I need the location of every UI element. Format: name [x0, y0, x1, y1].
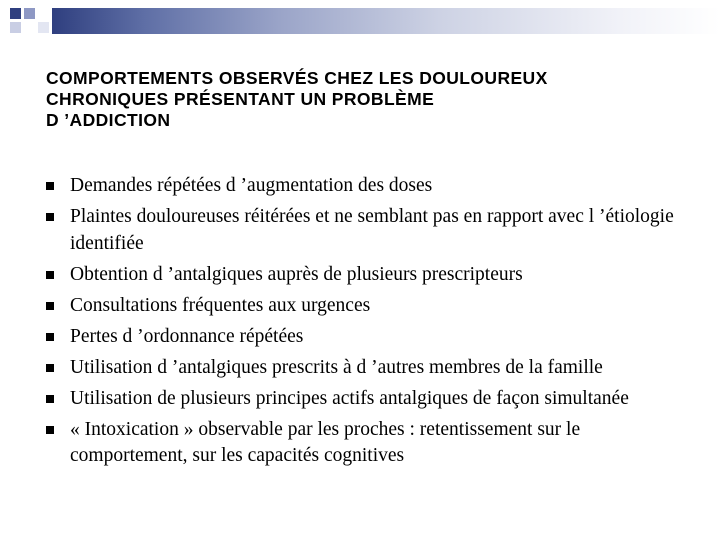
- square-bullet-icon: [46, 333, 54, 341]
- bullet-item: [46, 417, 686, 470]
- bullet-list: [46, 173, 686, 474]
- square-bullet-icon: [46, 271, 54, 279]
- bullet-text: Plaintes douloureuses réitérées et ne semblant pas en rapport avec l ’étiologie identifiée: [70, 206, 674, 254]
- slide-title-line: D ’ADDICTION: [46, 110, 171, 130]
- square-bullet-icon: [46, 213, 54, 221]
- slide-title-line: CHRONIQUES PRÉSENTANT UN PROBLÈME: [46, 89, 435, 109]
- corner-square-pale: [38, 22, 49, 33]
- square-bullet-icon: [46, 426, 54, 434]
- bullet-item: [46, 204, 686, 257]
- square-bullet-icon: [46, 364, 54, 372]
- bullet-text: Obtention d ’antalgiques auprès de plusieurs prescripteurs: [70, 263, 523, 285]
- bullet-item: [46, 386, 686, 413]
- bullet-text: Utilisation d ’antalgiques prescrits à d ’autres membres de la famille: [70, 356, 603, 378]
- square-bullet-icon: [46, 182, 54, 190]
- square-bullet-icon: [46, 302, 54, 310]
- header-gradient-band: [52, 8, 720, 34]
- bullet-text: Utilisation de plusieurs principes actifs antalgiques de façon simultanée: [70, 387, 629, 409]
- corner-square-light: [10, 22, 21, 33]
- bullet-item: [46, 324, 686, 351]
- bullet-item: [46, 262, 686, 289]
- bullet-text: Consultations fréquentes aux urgences: [70, 294, 371, 316]
- slide-title-line: COMPORTEMENTS OBSERVÉS CHEZ LES DOULOUREUX: [46, 68, 548, 88]
- corner-square-dark: [10, 8, 21, 19]
- corner-squares-decoration: [0, 0, 52, 40]
- slide-title: [46, 68, 686, 131]
- bullet-item: [46, 173, 686, 200]
- corner-square-mid: [24, 8, 35, 19]
- square-bullet-icon: [46, 395, 54, 403]
- bullet-item: [46, 293, 686, 320]
- bullet-text: « Intoxication » observable par les proches : retentissement sur le comportement, sur les capacités cognitives: [70, 418, 581, 466]
- bullet-item: [46, 355, 686, 382]
- bullet-text: Demandes répétées d ’augmentation des doses: [70, 175, 433, 196]
- bullet-text: Pertes d ’ordonnance répétées: [70, 325, 304, 347]
